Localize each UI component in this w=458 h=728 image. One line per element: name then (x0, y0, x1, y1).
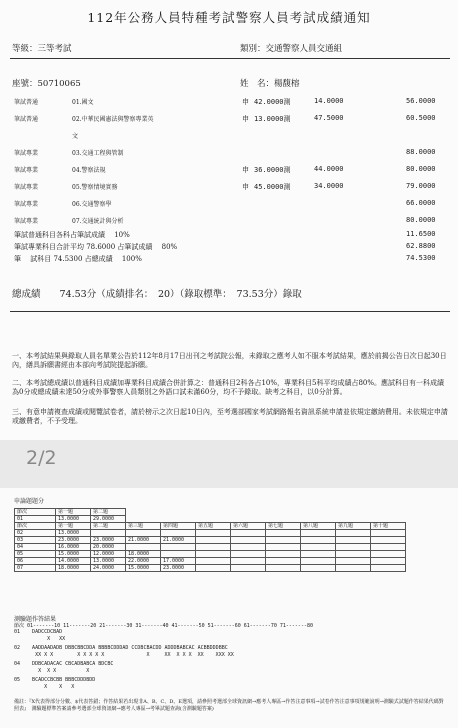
table-cell (231, 551, 266, 558)
summary-value: 11.6500 (406, 230, 436, 238)
summary-value: 74.5300 (406, 254, 436, 262)
answer-line: 02 AADDAADADB DBBCBBCDDA BBBBCDDDAD CCDBCBACDD ADDDBABCAC ACBBDDDBBC (14, 645, 228, 651)
table-cell: 第十題 (371, 523, 406, 530)
table-cell (301, 558, 336, 565)
note-1: 一、本考試結果與錄取人員名單業公告於112年8月17日出刊之考試院公報，未錄取之應考人如不服本考試結果，應於前揭公告日次日起30日內，繕具訴願書經由本部向考試院提起訴願。 (12, 352, 447, 369)
table-cell (301, 565, 336, 572)
subject-mark: 申 (242, 166, 249, 174)
table-cell (231, 530, 266, 537)
table-cell: 23.0000 (56, 537, 91, 544)
table-row (15, 516, 406, 523)
answer-line: X X X (14, 684, 75, 690)
subject-type: 筆試專業 (14, 218, 39, 225)
subject-mark: 申 (242, 115, 249, 123)
table-cell (266, 537, 301, 544)
table-cell (266, 530, 301, 537)
answer-line: X X X X (14, 668, 90, 674)
table-cell: 05 (15, 551, 56, 558)
answer-line: 04 DDBCADACAC CBCADBABCA BDCBC (14, 661, 114, 667)
table-cell (266, 551, 301, 558)
table-cell (371, 544, 406, 551)
subject-final: 79.0000 (406, 182, 436, 190)
table-cell: 第六題 (231, 523, 266, 530)
table-cell: 第一題 (56, 523, 91, 530)
table-cell: 第四題 (161, 523, 196, 530)
summary-label: 筆試專業科目合計平均 78.6000 占筆試成績 80% (14, 243, 178, 251)
table-cell (266, 544, 301, 551)
subject-type: 筆試專業 (14, 150, 39, 157)
answer-line: 01 DADCCDCBAD (14, 629, 63, 635)
table-row (15, 544, 406, 551)
subject-score: 14.0000 (314, 97, 344, 105)
table-cell (231, 565, 266, 572)
table-row (15, 523, 406, 530)
table-cell: 第二題 (91, 509, 126, 516)
answer-footnote: 備註：『X代表得部分分數、$代表答錯；作答結果若出現非A、B、C、D、E選項，請參照考選部全球資訊網→應考人專區→作答注意事項→試卷作答注意事項規範說明→測驗式試題作答結果代碼對照表』 測驗題標準答案請參考選部全球資訊網→應考人專區→考畢試題查詢(含測驗題答案) (14, 699, 444, 712)
table-cell (336, 565, 371, 572)
table-cell: 第七題 (266, 523, 301, 530)
subject-type: 筆試專業 (14, 184, 39, 191)
table-cell: 15.0000 (56, 551, 91, 558)
subject-type: 筆試專業 (14, 167, 39, 174)
essay-scores-title: 申論題題分 (14, 498, 45, 505)
subject-final: 88.0000 (406, 148, 436, 156)
table-cell (336, 530, 371, 537)
table-row (15, 565, 406, 572)
divider (10, 311, 450, 312)
table-cell: 18.0000 (56, 565, 91, 572)
table-cell (371, 530, 406, 537)
table-cell (91, 530, 126, 537)
table-cell (371, 558, 406, 565)
page-indicator: 2/2 (26, 447, 57, 469)
subject-name: 文 (72, 133, 79, 140)
subject-mark: 申 (242, 98, 249, 106)
seat-number: 座號：50710065 (12, 79, 81, 89)
table-cell (301, 544, 336, 551)
table-cell: 07 (15, 565, 56, 572)
table-cell: 13.0000 (91, 558, 126, 565)
divider (10, 58, 450, 59)
table-cell (336, 551, 371, 558)
subject-name: 04.警察法規 (72, 167, 106, 174)
table-cell: 04 (15, 544, 56, 551)
answer-line: 05 BCADCCBCBB BBBCDDDBDD (14, 677, 96, 683)
subject-type: 筆試普通 (14, 116, 39, 123)
table-cell: 21.0000 (126, 537, 161, 544)
table-cell: 23.0000 (161, 565, 196, 572)
subject-final: 60.5000 (406, 114, 436, 122)
table-cell: 14.0000 (56, 558, 91, 565)
table-cell (126, 530, 161, 537)
table-cell: 13.0000 (56, 530, 91, 537)
table-cell (161, 544, 196, 551)
table-row (15, 558, 406, 565)
table-cell (161, 530, 196, 537)
table-cell: 01 (15, 516, 56, 523)
subject-type: 筆試普通 (14, 99, 39, 106)
table-cell: 第三題 (126, 523, 161, 530)
table-cell (301, 551, 336, 558)
table-cell (196, 544, 231, 551)
table-cell (161, 551, 196, 558)
table-cell: 17.0000 (161, 558, 196, 565)
table-cell: 第五題 (196, 523, 231, 530)
table-cell: 06 (15, 558, 56, 565)
table-cell (266, 558, 301, 565)
table-row (15, 551, 406, 558)
table-cell: 第九題 (336, 523, 371, 530)
subject-raw: 42.0000測 (254, 98, 291, 106)
table-cell: 13.0000 (56, 516, 91, 523)
subject-raw: 45.0000測 (254, 183, 291, 191)
subject-name: 06.交通警察學 (72, 201, 112, 208)
answer-ruler: 節次 01-------10 11-------20 21-------30 31-------40 41-------50 51-------60 61-------70 71-------80 (14, 623, 313, 629)
table-cell (371, 537, 406, 544)
subject-score: 34.0000 (314, 182, 344, 190)
subject-name: 05.警察情境實務 (72, 184, 118, 191)
subject-final: 66.0000 (406, 199, 436, 207)
table-cell: 23.0000 (91, 537, 126, 544)
exam-grade: 等級：三等考試 (12, 44, 72, 54)
subject-name: 03.交通工程與管制 (72, 150, 124, 157)
table-cell: 20.0000 (91, 544, 126, 551)
subject-name: 01.國文 (72, 99, 94, 106)
note-3: 三、有意申請複查成績或閱覽試卷者，請於榜示之次日起10日內，至考選部國家考試網路報名資訊系統申請並依規定繳納費用。未依規定申請或繳費者，不予受理。 (12, 408, 448, 425)
summary-value: 62.8800 (406, 242, 436, 250)
exam-category: 類別：交通警察人員交通組 (240, 44, 343, 54)
table-cell (196, 565, 231, 572)
subject-mark: 申 (242, 183, 249, 191)
table-cell (301, 530, 336, 537)
subject-final: 80.0000 (406, 216, 436, 224)
table-cell (336, 558, 371, 565)
table-cell: 02 (15, 530, 56, 537)
table-cell (371, 565, 406, 572)
table-row (15, 530, 406, 537)
table-cell: 24.0000 (91, 565, 126, 572)
total-score-line: 總成績 74.53分（成績排名： 20）（錄取標準： 73.53分）錄取 (12, 289, 302, 300)
table-cell (196, 537, 231, 544)
subject-type: 筆試專業 (14, 201, 39, 208)
essay-score-table (14, 508, 406, 572)
subject-raw: 36.0000測 (254, 166, 291, 174)
table-cell (126, 544, 161, 551)
table-cell: 22.0000 (126, 558, 161, 565)
table-cell (196, 530, 231, 537)
candidate-name: 姓 名：楊馥榕 (240, 79, 300, 89)
table-cell: 12.0000 (91, 551, 126, 558)
table-cell (196, 551, 231, 558)
table-cell: 18.0000 (126, 551, 161, 558)
answer-line: X XX (14, 636, 66, 642)
table-cell (336, 544, 371, 551)
subject-name: 02.中華民國憲法與警察專業英 (72, 116, 154, 123)
table-cell: 第八題 (301, 523, 336, 530)
table-cell (231, 544, 266, 551)
summary-label: 筆試普通科目各科占筆試成績 10% (14, 231, 130, 239)
table-cell (266, 565, 301, 572)
page-title: 112年公務人員特種考試警察人員考試成績通知 (87, 10, 371, 25)
table-cell: 21.0000 (161, 537, 196, 544)
table-cell: 節次 (15, 523, 56, 530)
table-cell (336, 537, 371, 544)
table-cell (231, 558, 266, 565)
table-cell (371, 551, 406, 558)
note-2: 二、本考試總成績以普通科目成績加專業科目成績合併計算之：普通科目2科各占10%，專業科目5科平均成績占80%。應試科目有一科成績為0分或總成績未達50分或外事警察人員類別之外語口試未滿60分，均不予錄取。缺考之科目，以0分計算。 (12, 379, 445, 396)
table-cell: 03 (15, 537, 56, 544)
table-row (15, 509, 406, 516)
table-cell: 第一題 (56, 509, 91, 516)
subject-name: 07.交通統計與分析 (72, 218, 124, 225)
table-row (15, 537, 406, 544)
answer-line: XX X X X X X X X X XX X X X XX XXX XX (14, 652, 234, 658)
subject-final: 80.0000 (406, 165, 436, 173)
test-results-title: 測驗題作答結果 (14, 616, 57, 623)
table-cell: 第二題 (91, 523, 126, 530)
summary-label: 筆 試科目 74.5300 占總成績 100% (14, 255, 142, 263)
table-cell: 15.0000 (126, 565, 161, 572)
table-cell: 節次 (15, 509, 56, 516)
subject-score: 47.5000 (314, 114, 344, 122)
table-cell: 16.0000 (56, 544, 91, 551)
table-cell (231, 537, 266, 544)
subject-score: 44.0000 (314, 165, 344, 173)
subject-raw: 13.0000測 (254, 115, 291, 123)
table-cell: 29.0000 (91, 516, 126, 523)
table-cell (301, 537, 336, 544)
table-cell (196, 558, 231, 565)
subject-final: 56.0000 (406, 97, 436, 105)
